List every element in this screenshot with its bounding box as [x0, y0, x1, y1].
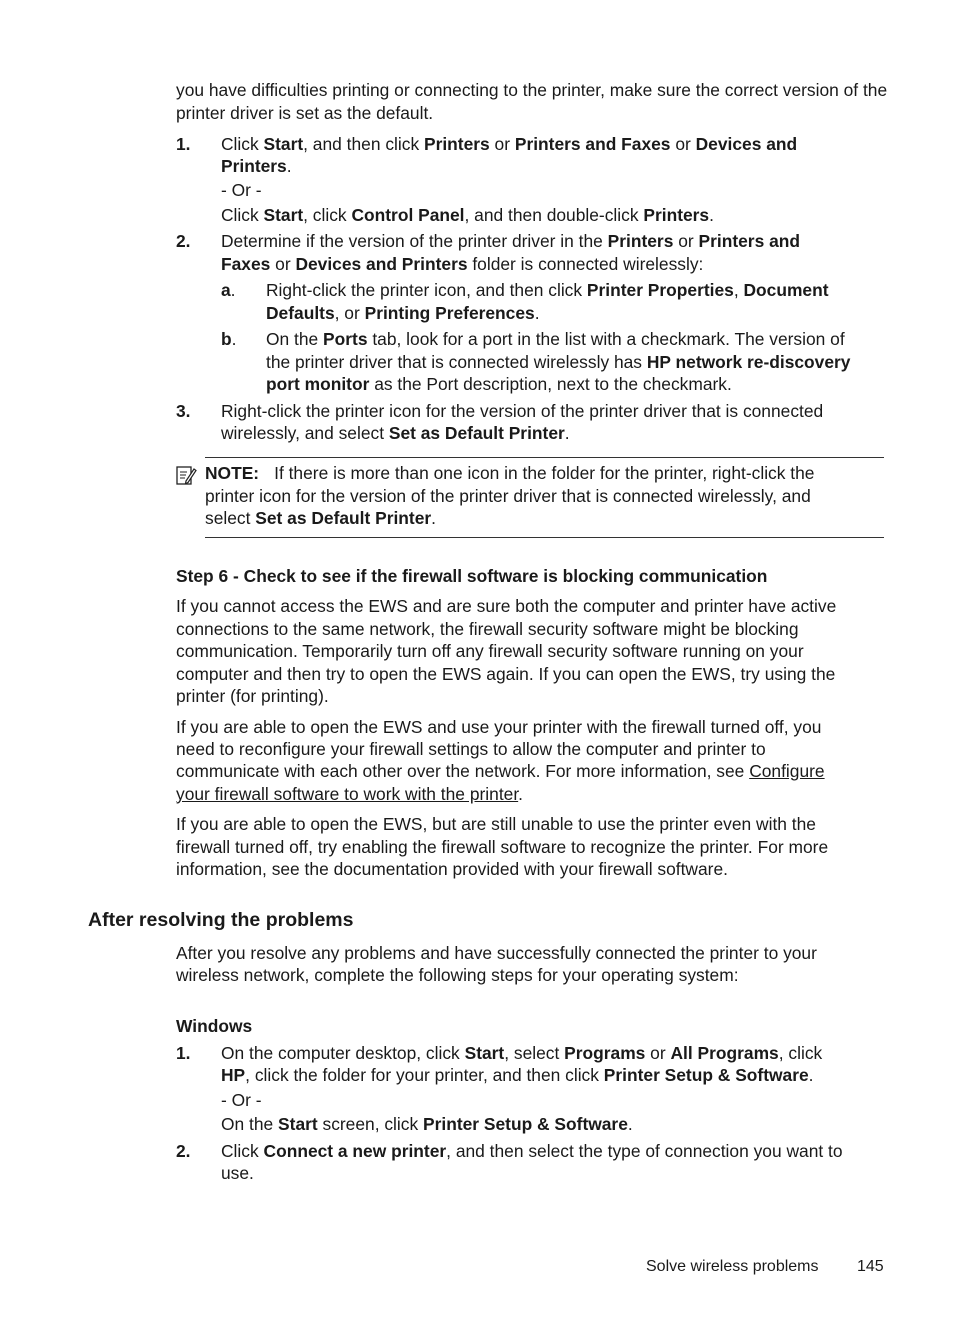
sub-item-a-label: a.: [221, 280, 236, 300]
paragraph-line: connections to the same network, the firewall security software might be blocking: [176, 619, 799, 639]
note-line-2: printer icon for the version of the printer driver that is connected wirelessly, and: [205, 486, 811, 506]
list-number: 1.: [176, 134, 191, 154]
windows-step-2-line-1: Click Connect a new printer, and then select the type of connection you want to: [221, 1141, 843, 1161]
note-line-3: select Set as Default Printer.: [205, 508, 437, 528]
paragraph-line: need to reconfigure your firewall settings to allow the computer and printer to: [176, 739, 766, 759]
list-number: 1.: [176, 1043, 191, 1063]
paragraph-line: communication. Temporarily turn off any firewall security software running on your: [176, 641, 804, 661]
step-1-line-3: Click Start, click Control Panel, and then double-click Printers.: [221, 205, 714, 225]
step-2-line-2: Faxes or Devices and Printers folder is connected wirelessly:: [221, 254, 704, 274]
paragraph-line: After you resolve any problems and have successfully connected the printer to your: [176, 943, 817, 963]
windows-step-2-line-2: use.: [221, 1163, 254, 1183]
step-3-line-2: wirelessly, and select Set as Default Printer.: [221, 423, 570, 443]
paragraph-line: information, see the documentation provided with your firewall software.: [176, 859, 728, 879]
intro-paragraph: you have difficulties printing or connecting to the printer, make sure the correct version of the printer driver is set as the default.: [176, 80, 888, 123]
list-number: 2.: [176, 231, 191, 251]
windows-step-1-line-3: On the Start screen, click Printer Setup & Software.: [221, 1114, 633, 1134]
paragraph-line: wireless network, complete the following steps for your operating system:: [176, 965, 739, 985]
sub-item-a-line-2: Defaults, or Printing Preferences.: [266, 303, 540, 323]
sub-item-b-line-2: the printer driver that is connected wirelessly has HP network re-discovery: [266, 352, 851, 372]
list-number: 2.: [176, 1141, 191, 1161]
configure-firewall-link[interactable]: Configure: [749, 761, 825, 781]
paragraph-line: If you cannot access the EWS and are sure both the computer and printer have active: [176, 596, 837, 616]
paragraph-line: firewall turned off, try enabling the firewall software to recognize the printer. For more: [176, 837, 829, 857]
page-number: 145: [857, 1258, 884, 1275]
windows-step-1-line-1: On the computer desktop, click Start, select Programs or All Programs, click: [221, 1043, 823, 1063]
subsection-heading: Windows: [176, 1016, 253, 1036]
or-separator: - Or -: [221, 180, 262, 200]
note-line-1: NOTE: If there is more than one icon in the folder for the printer, right-click the: [205, 463, 815, 483]
step-2-line-1: Determine if the version of the printer driver in the Printers or Printers and: [221, 231, 800, 251]
paragraph-line: communicate with each other over the network. For more information, see Configure: [176, 761, 825, 781]
paragraph-line: computer and then try to open the EWS again. If you can open the EWS, try using the: [176, 664, 836, 684]
sub-item-b-line-3: port monitor as the Port description, next to the checkmark.: [266, 374, 732, 394]
section-heading: Step 6 - Check to see if the firewall software is blocking communication: [176, 566, 768, 586]
paragraph-line: If you are able to open the EWS, but are still unable to use the printer even with the: [176, 814, 816, 834]
windows-step-1-line-2: HP, click the folder for your printer, and then click Printer Setup & Software.: [221, 1065, 814, 1085]
footer-section-title: Solve wireless problems: [646, 1258, 819, 1275]
note-bottom-rule: [205, 537, 884, 538]
sub-item-b-label: b.: [221, 329, 237, 349]
step-1-line-1: Click Start, and then click Printers or Printers and Faxes or Devices and: [221, 134, 798, 154]
sub-item-a-line-1: Right-click the printer icon, and then click Printer Properties, Document: [266, 280, 829, 300]
step-3-line-1: Right-click the printer icon for the version of the printer driver that is connected: [221, 401, 824, 421]
step-1-line-2: Printers.: [221, 156, 292, 176]
note-top-rule: [205, 457, 884, 458]
configure-firewall-link[interactable]: your firewall software to work with the printer: [176, 784, 519, 804]
note-icon: [175, 464, 197, 486]
or-separator: - Or -: [221, 1090, 262, 1110]
paragraph-line: your firewall software to work with the printer.: [176, 784, 523, 804]
note-label: NOTE:: [205, 463, 260, 483]
section-heading: After resolving the problems: [88, 909, 354, 931]
paragraph-line: printer (for printing).: [176, 686, 329, 706]
paragraph-line: If you are able to open the EWS and use your printer with the firewall turned off, you: [176, 717, 822, 737]
sub-item-b-line-1: On the Ports tab, look for a port in the list with a checkmark. The version of: [266, 329, 845, 349]
list-number: 3.: [176, 401, 191, 421]
